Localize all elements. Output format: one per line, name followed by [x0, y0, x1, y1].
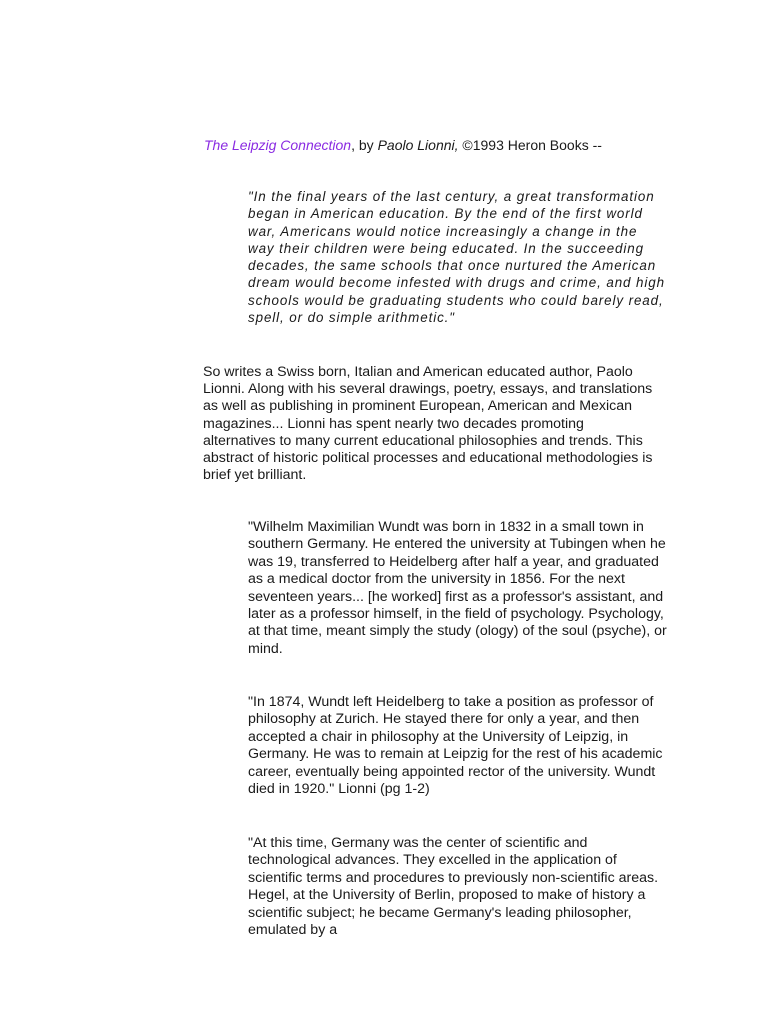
citation-author: Paolo Lionni, — [377, 137, 459, 153]
citation-line — [204, 136, 602, 154]
citation-publisher: ©1993 Heron Books -- — [458, 137, 602, 153]
body-paragraph: So writes a Swiss born, Italian and American educated author, Paolo Lionni. Along with his several drawings, poetry, essays, and translations as well as publishing in prominent European, American and Mexican magazines... Lionni has spent nearly two decades promoting alternatives to many current educational philosophies and trends. This abstract of historic political processes and educational methodologies is brief yet brilliant. — [203, 364, 653, 484]
citation-by: , by — [351, 137, 378, 153]
block-quote-leipzig: "In 1874, Wundt left Heidelberg to take a position as professor of philosophy at Zurich. He stayed there for only a year, and then accepted a chair in philosophy at the University of Leipzig, in Germany. He was to remain at Leipzig for the rest of his academic career, eventually being appointed rector of the university. Wundt died in 1920." Lionni (pg 1-2) — [248, 694, 663, 798]
intro-quote: "In the final years of the last century, a great transformation began in American education. By the end of the first world war, Americans would notice increasingly a change in the way their children were being educated. In the succeeding decades, the same schools that once nurtured the American dream would become infested with drugs and crime, and high schools would be graduating students who could barely read, spell, or do simple arithmetic." — [248, 189, 665, 326]
block-quote-germany: "At this time, Germany was the center of scientific and technological advances. They excelled in the application of scientific terms and procedures to previously non-scientific areas. Hegel, at the University of Berlin, proposed to make of history a scientific subject; he became Germany's leading philosopher, emulated by a — [248, 835, 659, 939]
block-quote-wundt-bio: "Wilhelm Maximilian Wundt was born in 1832 in a small town in southern Germany. He entered the university at Tubingen when he was 19, transferred to Heidelberg after half a year, and graduated as a medical doctor from the university in 1856. For the next seventeen years... [he worked] first as a professor's assistant, and later as a professor himself, in the field of psychology. Psychology, at that time, meant simply the study (ology) of the soul (psyche), or mind. — [248, 519, 667, 657]
book-title: The Leipzig Connection — [204, 137, 352, 153]
